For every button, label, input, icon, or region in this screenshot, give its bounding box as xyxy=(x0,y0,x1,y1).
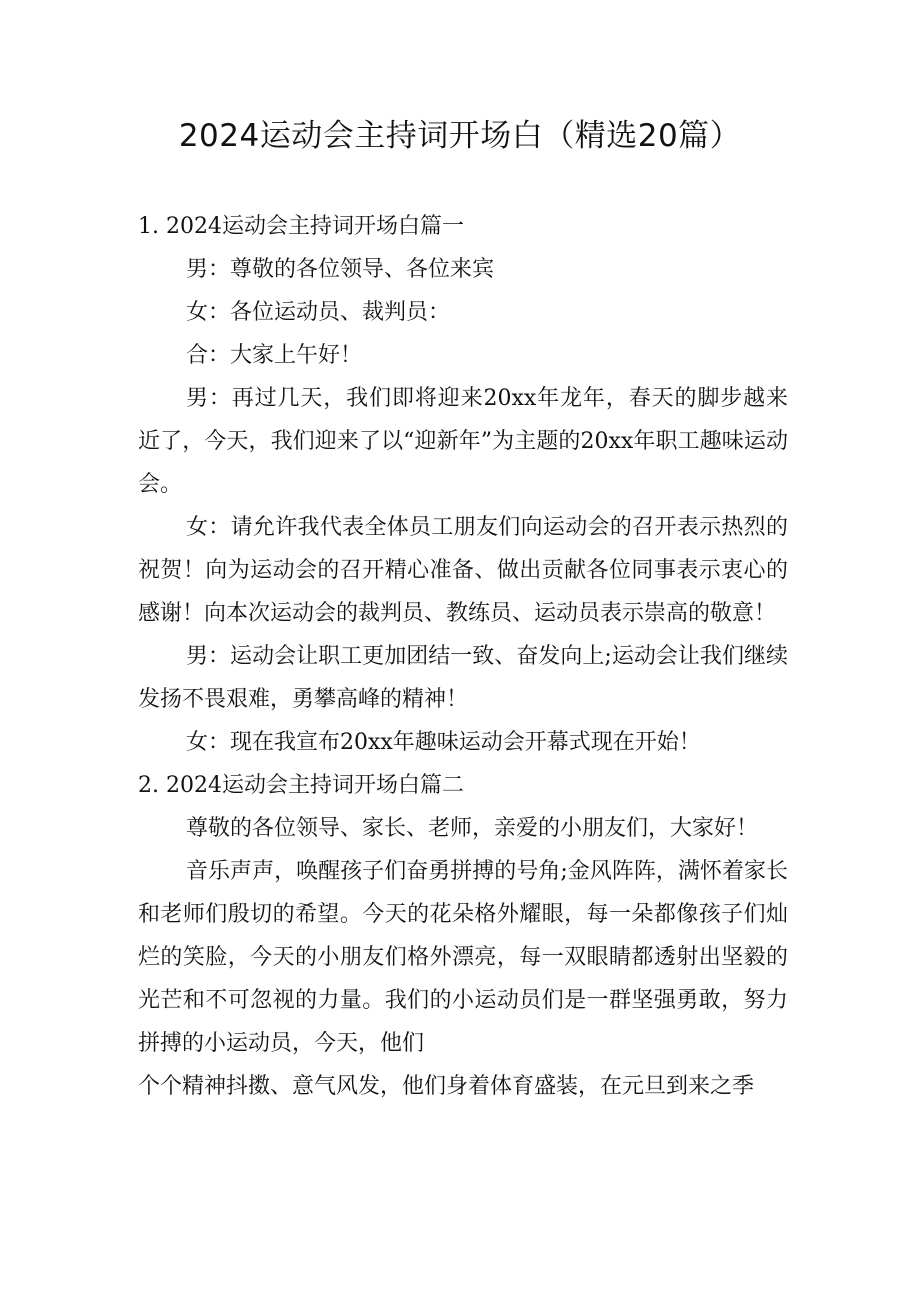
paragraph: 男：运动会让职工更加团结一致、奋发向上;运动会让我们继续发扬不畏艰难，勇攀高峰的精神！ xyxy=(138,644,788,712)
document-title: 2024运动会主持词开场白（精选20篇） xyxy=(178,118,742,154)
document-body xyxy=(138,205,788,1108)
paragraph: 女：现在我宣布20xx年趣味运动会开幕式现在开始！ xyxy=(186,730,701,755)
paragraph: 男：尊敬的各位领导、各位来宾 xyxy=(186,257,495,282)
paragraph: 女：请允许我代表全体员工朋友们向运动会的召开表示热烈的祝贺！向为运动会的召开精心准备、做出贡献各位同事表示衷心的感谢！向本次运动会的裁判员、教练员、运动员表示崇高的敬意！ xyxy=(138,515,788,626)
section-heading-2: 2. 2024运动会主持词开场白篇二 xyxy=(138,773,464,798)
paragraph: 女：各位运动员、裁判员： xyxy=(186,300,451,325)
section-heading-1: 1. 2024运动会主持词开场白篇一 xyxy=(138,214,464,239)
paragraph: 尊敬的各位领导、家长、老师，亲爱的小朋友们，大家好！ xyxy=(186,816,759,841)
paragraph: 合：大家上午好！ xyxy=(186,343,363,368)
paragraph-continued: 个个精神抖擞、意气风发，他们身着体育盛装，在元旦到来之季 xyxy=(138,1074,755,1099)
paragraph: 男：再过几天，我们即将迎来20xx年龙年，春天的脚步越来近了，今天，我们迎来了以“迎新年”为主题的20xx年职工趣味运动会。 xyxy=(138,386,788,497)
paragraph: 音乐声声，唤醒孩子们奋勇拼搏的号角;金风阵阵，满怀着家长和老师们殷切的希望。今天的花朵格外耀眼，每一朵都像孩子们灿烂的笑脸，今天的小朋友们格外漂亮，每一双眼睛都透射出坚毅的光芒和不可忽视的力量。我们的小运动员们是一群坚强勇敢，努力拼搏的小运动员，今天，他们 xyxy=(138,859,788,1056)
